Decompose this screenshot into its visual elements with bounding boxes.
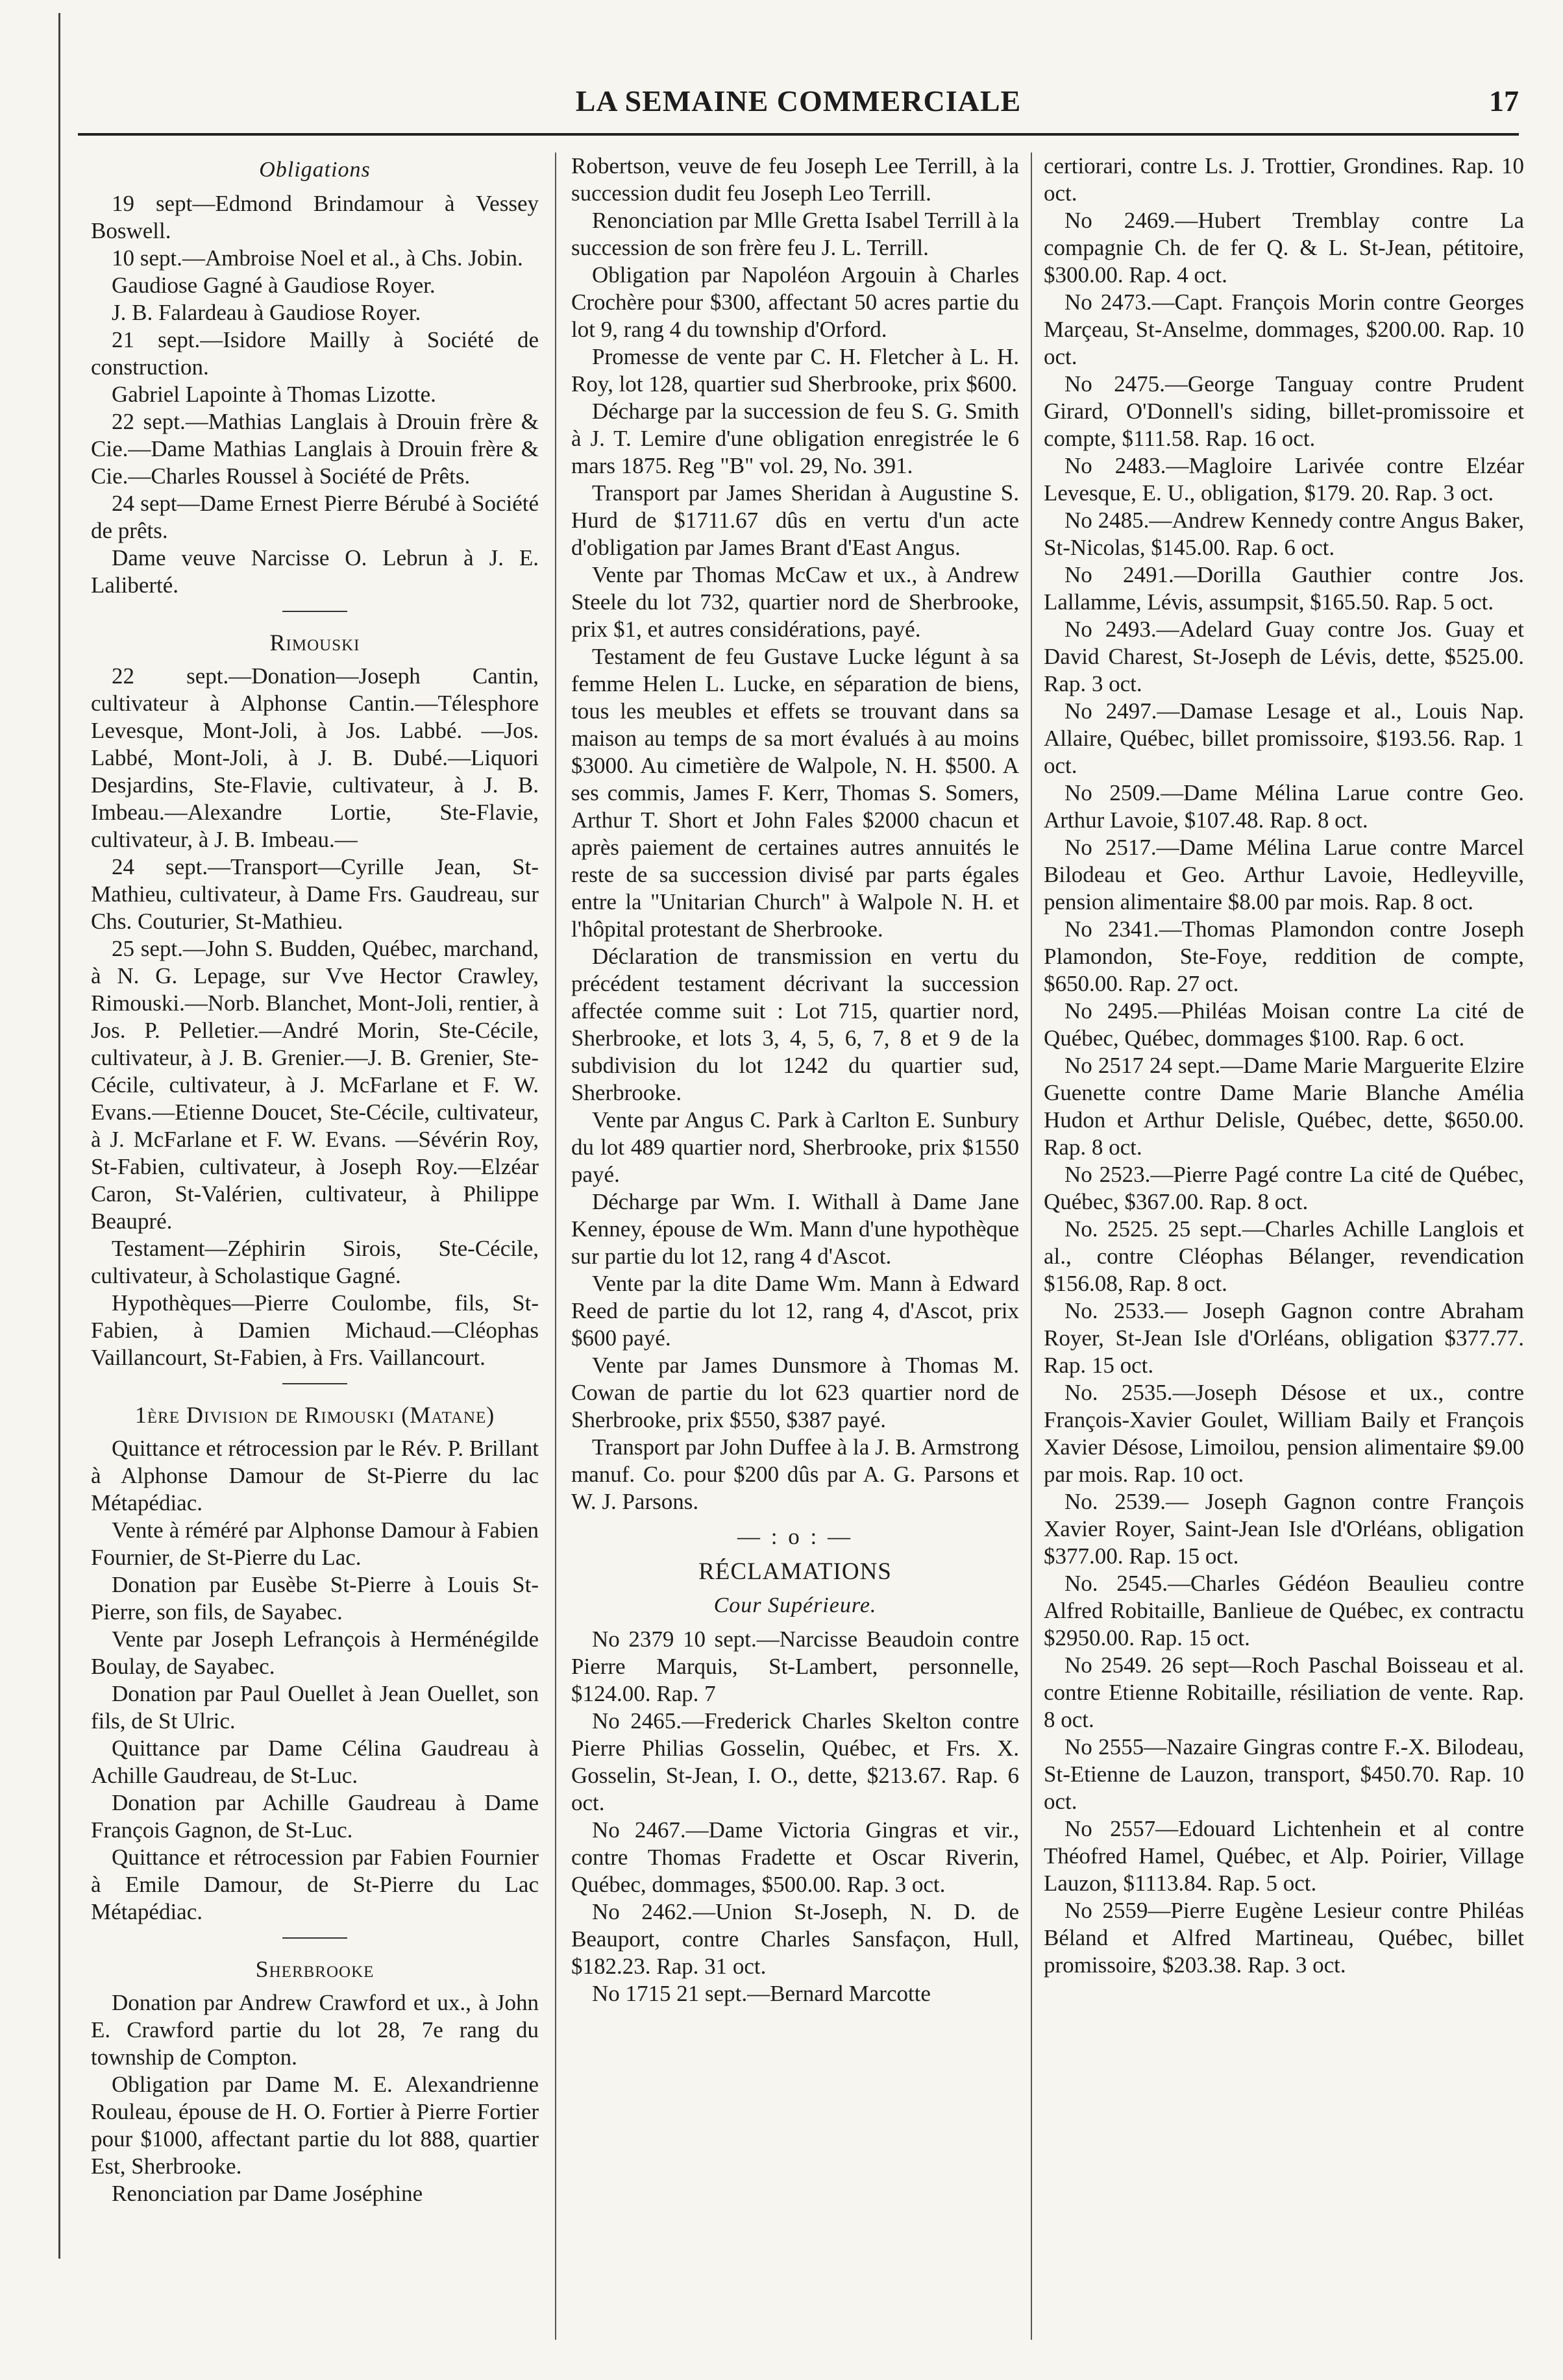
publication-title: LA SEMAINE COMMERCIALE	[575, 84, 1022, 117]
entry: No. 2525. 25 sept.—Charles Achille Langlois et al., contre Cléophas Bélanger, revendication $156.08, Rap. 8 oct.	[1044, 1216, 1524, 1296]
column-3	[1044, 153, 1524, 2346]
entry: 21 sept.—Isidore Mailly à Société de construction.	[91, 327, 539, 380]
entry: Donation par Achille Gaudreau à Dame François Gagnon, de St-Luc.	[91, 1790, 539, 1843]
entry: Robertson, veuve de feu Joseph Lee Terrill, à la succession dudit feu Joseph Leo Terrill.	[571, 153, 1019, 206]
column-1	[91, 153, 539, 2346]
subheading-cour-superieure: Cour Supérieure.	[713, 1593, 877, 1617]
entry: No. 2533.— Joseph Gagnon contre Abraham Royer, St-Jean Isle d'Orléans, obligation $377.77. Rap. 15 oct.	[1044, 1298, 1524, 1378]
page-number: 17	[1489, 84, 1519, 117]
entry: No 2469.—Hubert Tremblay contre La compagnie Ch. de fer Q. & L. St-Jean, pétitoire, $300.00. Rap. 4 oct.	[1044, 208, 1524, 288]
entry: Transport par John Duffee à la J. B. Armstrong manuf. Co. pour $200 dûs par A. G. Parsons et W. J. Parsons.	[571, 1434, 1019, 1514]
entry: No 2491.—Dorilla Gauthier contre Jos. Lallamme, Lévis, assumpsit, $165.50. Rap. 5 oct.	[1044, 562, 1524, 615]
entry: Vente par Thomas McCaw et ux., à Andrew Steele du lot 732, quartier nord de Sherbrooke, prix $1, et autres considérations, payé.	[571, 562, 1019, 642]
entry: 22 sept.—Donation—Joseph Cantin, cultivateur à Alphonse Cantin.—Télesphore Levesque, Mont-Joli, à Jos. Labbé. —Jos. Labbé, Mont-Joli, à J. B. Dubé.—Liquori Desjardins, Ste-Flavie, cultivateur, à J. B. Imbeau.—Alexandre Lortie, Ste-Flavie, cultivateur, à J. B. Imbeau.—	[91, 663, 539, 852]
entry: Donation par Andrew Crawford et ux., à John E. Crawford partie du lot 28, 7e rang du township de Compton.	[91, 1990, 539, 2070]
entry: Quittance par Dame Célina Gaudreau à Achille Gaudreau, de St-Luc.	[91, 1736, 539, 1788]
header-rule	[78, 133, 1519, 136]
section-separator	[282, 1937, 347, 1939]
entry: Promesse de vente par C. H. Fletcher à L. H. Roy, lot 128, quartier sud Sherbrooke, prix $600.	[571, 344, 1019, 397]
entry: Transport par James Sheridan à Augustine S. Hurd de $1711.67 dûs en vertu d'un acte d'obligation par James Brant d'East Angus.	[571, 480, 1019, 560]
entry: No 2517.—Dame Mélina Larue contre Marcel Bilodeau et Geo. Arthur Lavoie, Hedleyville, pension alimentaire $8.00 par mois. Rap. 8 oct.	[1044, 835, 1524, 914]
entry: No 2559—Pierre Eugène Lesieur contre Philéas Béland et Alfred Martineau, Québec, billet promissoire, $203.38. Rap. 3 oct.	[1044, 1898, 1524, 1978]
entry: No 2557—Edouard Lichtenhein et al contre Théofred Hamel, Québec, et Alp. Poirier, Village Lauzon, $1113.84. Rap. 5 oct.	[1044, 1816, 1524, 1896]
entry: Donation par Eusèbe St-Pierre à Louis St-Pierre, son fils, de Sayabec.	[91, 1572, 539, 1625]
entry: Vente par la dite Dame Wm. Mann à Edward Reed de partie du lot 12, rang 4, d'Ascot, prix $600 payé.	[571, 1271, 1019, 1351]
section-heading-sherbrooke: Sherbrooke	[255, 1956, 375, 1982]
entry: No 2483.—Magloire Larivée contre Elzéar Levesque, E. U., obligation, $179. 20. Rap. 3 oct.	[1044, 453, 1524, 506]
entry: J. B. Falardeau à Gaudiose Royer.	[112, 300, 421, 325]
entry: No 2517 24 sept.—Dame Marie Marguerite Elzire Guenette contre Dame Marie Blanche Amélia Hudon et Arthur Delisle, Québec, dette, $650.00. Rap. 8 oct.	[1044, 1053, 1524, 1160]
entry: Vente par James Dunsmore à Thomas M. Cowan de partie du lot 623 quartier nord de Sherbrooke, prix $550, $387 payé.	[571, 1353, 1019, 1432]
entry: No 2473.—Capt. François Morin contre Georges Marçeau, St-Anselme, dommages, $200.00. Rap. 10 oct.	[1044, 289, 1524, 369]
entry: Vente par Joseph Lefrançois à Herménégilde Boulay, de Sayabec.	[91, 1626, 539, 1679]
entry: Décharge par Wm. I. Withall à Dame Jane Kenney, épouse de Wm. Mann d'une hypothèque sur partie du lot 12, rang 4 d'Ascot.	[571, 1189, 1019, 1269]
entry: No 2555—Nazaire Gingras contre F.-X. Bilodeau, St-Etienne de Lauzon, transport, $450.70. Rap. 10 oct.	[1044, 1734, 1524, 1814]
entry: No 2497.—Damase Lesage et al., Louis Nap. Allaire, Québec, billet promissoire, $193.56. Rap. 1 oct.	[1044, 698, 1524, 778]
section-separator	[282, 1383, 347, 1384]
entry: No 2485.—Andrew Kennedy contre Angus Baker, St-Nicolas, $145.00. Rap. 6 oct.	[1044, 508, 1524, 560]
entry: Déclaration de transmission en vertu du précédent testament décrivant la succession affectée comme suit : Lot 715, quartier nord, Sherbrooke, et lots 3, 4, 5, 6, 7, 8 et 9 de la subdivision du lot 1242 du quartier sud, Sherbrooke.	[571, 944, 1019, 1105]
binding-line	[58, 13, 60, 2259]
entry: No 2341.—Thomas Plamondon contre Joseph Plamondon, Ste-Foye, reddition de compte, $650.00. Rap. 27 oct.	[1044, 916, 1524, 996]
entry: No 2379 10 sept.—Narcisse Beaudoin contre Pierre Marquis, St-Lambert, personnelle, $124.00. Rap. 7	[571, 1626, 1019, 1706]
entry: Dame veuve Narcisse O. Lebrun à J. E. Laliberté.	[91, 545, 539, 598]
entry: No. 2535.—Joseph Désose et ux., contre François-Xavier Goulet, William Baily et François Xavier Désose, Limoilou, pension alimentaire $9.00 par mois. Rap. 10 oct.	[1044, 1380, 1524, 1487]
entry: Testament de feu Gustave Lucke légunt à sa femme Helen L. Lucke, en séparation de biens, tous les meubles et effets se trouvant dans sa maison au temps de sa mort évalués à au moins $3000. Au cimetière de Walpole, N. H. $500. A ses commis, James F. Kerr, Thomas S. Somers, Arthur T. Short et John Fales $2000 chacun et après paiement de certaines autres annuités le reste de sa succession divisé par parts égales entre la "Unitarian Church" à Walpole N. H. et l'hôpital protestant de Sherbrooke.	[571, 644, 1019, 942]
entry: No 2467.—Dame Victoria Gingras et vir., contre Thomas Fradette et Oscar Riverin, Québec, dommages, $500.00. Rap. 3 oct.	[571, 1817, 1019, 1897]
entry: Quittance et rétrocession par Fabien Fournier à Emile Damour, de St-Pierre du Lac Métapédiac.	[91, 1845, 539, 1924]
entry: Renonciation par Dame Joséphine	[112, 2181, 423, 2206]
entry: Décharge par la succession de feu S. G. Smith à J. T. Lemire d'une obligation enregistrée le 6 mars 1875. Reg "B" vol. 29, No. 391.	[571, 399, 1019, 478]
entry: Quittance et rétrocession par le Rév. P. Brillant à Alphonse Damour de St-Pierre du lac Métapédiac.	[91, 1436, 539, 1515]
entry: Donation par Paul Ouellet à Jean Ouellet, son fils, de St Ulric.	[91, 1681, 539, 1734]
column-divider-1	[555, 153, 556, 2340]
entry: No 2465.—Frederick Charles Skelton contre Pierre Philias Gosselin, Québec, et Frs. X. Gosselin, St-Jean, I. O., dette, $213.67. Rap. 6 oct.	[571, 1708, 1019, 1815]
entry: 24 sept—Dame Ernest Pierre Bérubé à Société de prêts.	[91, 491, 539, 543]
page-header	[78, 75, 1519, 127]
column-divider-2	[1031, 153, 1032, 2340]
entry: 24 sept.—Transport—Cyrille Jean, St-Mathieu, cultivateur, à Dame Frs. Gaudreau, sur Chs. Couturier, St-Mathieu.	[91, 854, 539, 934]
entry: Testament—Zéphirin Sirois, Ste-Cécile, cultivateur, à Scholastique Gagné.	[91, 1236, 539, 1288]
section-heading-rimouski: Rimouski	[269, 630, 360, 656]
entry: No 2509.—Dame Mélina Larue contre Geo. Arthur Lavoie, $107.48. Rap. 8 oct.	[1044, 780, 1524, 833]
entry: Vente à réméré par Alphonse Damour à Fabien Fournier, de St-Pierre du Lac.	[91, 1517, 539, 1570]
entry: 19 sept—Edmond Brindamour à Vessey Boswell.	[91, 191, 539, 243]
entry: Gabriel Lapointe à Thomas Lizotte.	[112, 382, 436, 407]
entry: 25 sept.—John S. Budden, Québec, marchand, à N. G. Lepage, sur Vve Hector Crawley, Rimouski.—Norb. Blanchet, Mont-Joli, rentier, à Jos. P. Pelletier.—André Morin, Ste-Cécile, cultivateur, à J. B. Grenier.—J. B. Grenier, Ste-Cécile, cultivateur, à J. McFarlane et F. W. Evans.—Etienne Doucet, Ste-Cécile, cultivateur, à J. McFarlane et F. W. Evans. —Sévérin Roy, St-Fabien, cultivateur, à Joseph Roy.—Elzéar Caron, St-Valérien, cultivateur, à Philippe Beaupré.	[91, 936, 539, 1234]
entry: No. 2545.—Charles Gédéon Beaulieu contre Alfred Robitaille, Banlieue de Québec, ex contractu $2950.00. Rap. 15 oct.	[1044, 1571, 1524, 1650]
ornament-separator: — : o : —	[737, 1524, 853, 1549]
entry: certiorari, contre Ls. J. Trottier, Grondines. Rap. 10 oct.	[1044, 153, 1524, 206]
entry: Obligation par Napoléon Argouin à Charles Crochère pour $300, affectant 50 acres partie du lot 9, rang 4 du township d'Orford.	[571, 262, 1019, 342]
entry: Obligation par Dame M. E. Alexandrienne Rouleau, épouse de H. O. Fortier à Pierre Fortier pour $1000, affectant partie du lot 888, quartier Est, Sherbrooke.	[91, 2072, 539, 2179]
entry: 10 sept.—Ambroise Noel et al., à Chs. Jobin.	[112, 245, 523, 271]
entry: No 2493.—Adelard Guay contre Jos. Guay et David Charest, St-Joseph de Lévis, dette, $525.00. Rap. 3 oct.	[1044, 617, 1524, 696]
entry: No 2495.—Philéas Moisan contre La cité de Québec, Québec, dommages $100. Rap. 6 oct.	[1044, 998, 1524, 1051]
section-heading-obligations: Obligations	[259, 158, 371, 182]
section-separator	[282, 611, 347, 612]
entry: Vente par Angus C. Park à Carlton E. Sunbury du lot 489 quartier nord, Sherbrooke, prix $1550 payé.	[571, 1107, 1019, 1187]
entry: No 2523.—Pierre Pagé contre La cité de Québec, Québec, $367.00. Rap. 8 oct.	[1044, 1162, 1524, 1214]
column-2	[571, 153, 1019, 2346]
entry: Renonciation par Mlle Gretta Isabel Terrill à la succession de son frère feu J. L. Terrill.	[571, 208, 1019, 260]
section-heading-reclamations: RÉCLAMATIONS	[698, 1558, 892, 1585]
section-heading-matane: 1ère Division de Rimouski (Matane)	[134, 1402, 495, 1428]
entry: No 2549. 26 sept—Roch Paschal Boisseau et al. contre Etienne Robitaille, résiliation de vente. Rap. 8 oct.	[1044, 1652, 1524, 1732]
entry: Hypothèques—Pierre Coulombe, fils, St-Fabien, à Damien Michaud.—Cléophas Vaillancourt, St-Fabien, à Frs. Vaillancourt.	[91, 1290, 539, 1370]
entry: No 2475.—George Tanguay contre Prudent Girard, O'Donnell's siding, billet-promissoire et compte, $111.58. Rap. 16 oct.	[1044, 371, 1524, 451]
entry: No 2462.—Union St-Joseph, N. D. de Beauport, contre Charles Sansfaçon, Hull, $182.23. Rap. 31 oct.	[571, 1899, 1019, 1979]
entry: No 1715 21 sept.—Bernard Marcotte	[592, 1981, 931, 2006]
entry: No. 2539.— Joseph Gagnon contre François Xavier Royer, Saint-Jean Isle d'Orléans, obligation $377.00. Rap. 15 oct.	[1044, 1489, 1524, 1569]
entry: 22 sept.—Mathias Langlais à Drouin frère & Cie.—Dame Mathias Langlais à Drouin frère & Cie.—Charles Roussel à Société de Prêts.	[91, 409, 539, 489]
entry: Gaudiose Gagné à Gaudiose Royer.	[112, 273, 436, 298]
scan-binding-margin	[3, 0, 74, 2380]
